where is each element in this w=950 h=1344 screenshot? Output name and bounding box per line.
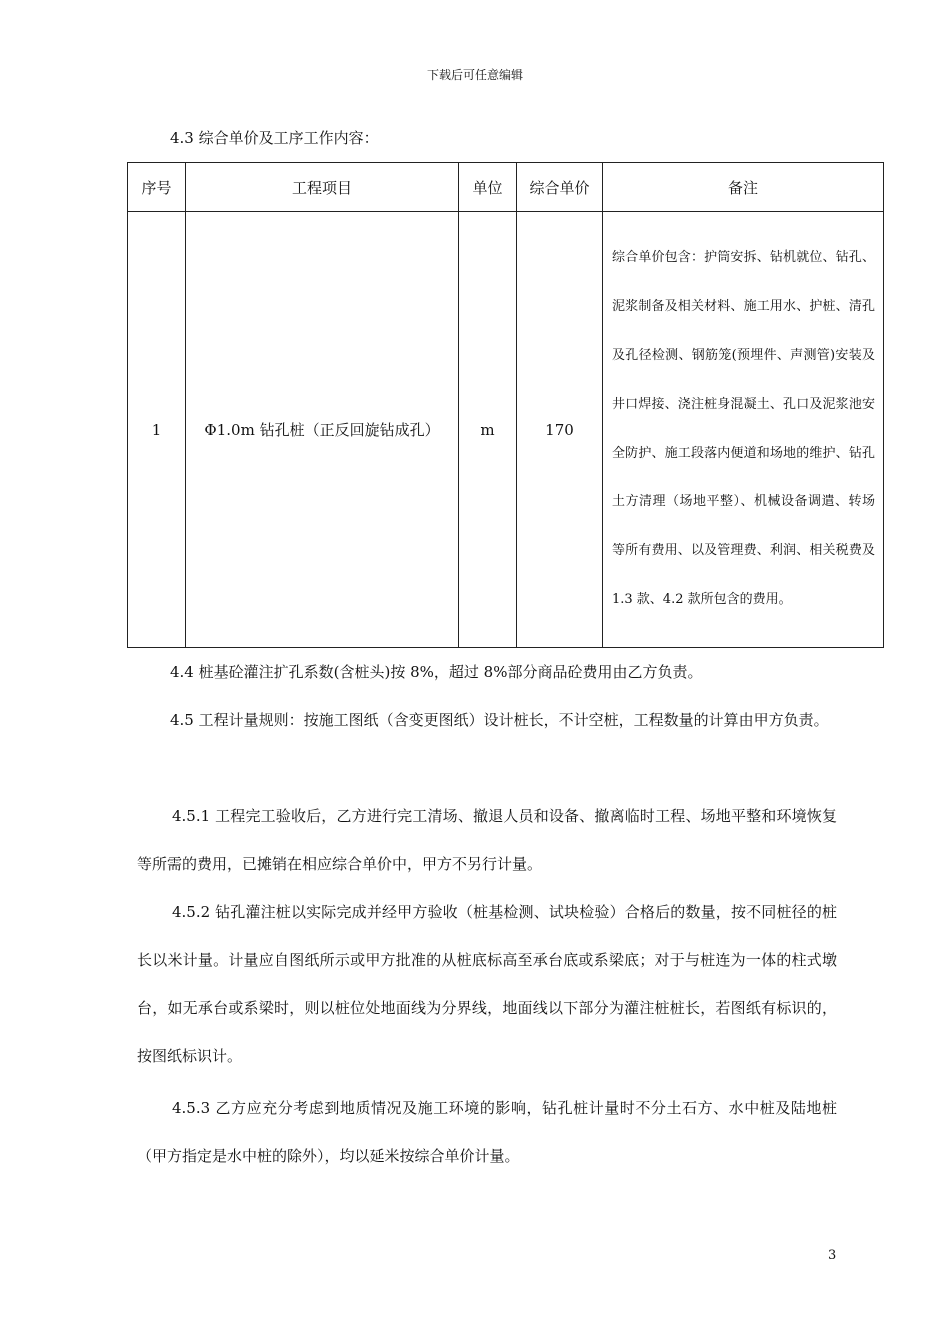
table-row	[128, 212, 884, 648]
page-number: 3	[828, 1248, 837, 1263]
header-index: 序号	[128, 163, 186, 212]
paragraph-4-5-2: 4.5.2 钻孔灌注桩以实际完成并经甲方验收（桩基检测、试块检验）合格后的数量，按不同桩径的桩长以米计量。计量应自图纸所示或甲方批准的从桩底标高至承台底或系梁底；对于与桩连为一体的柱式墩台，如无承台或系梁时，则以桩位处地面线为分界线，地面线以下部分为灌注桩桩长，若图纸有标识的，按图纸标识计。	[137, 903, 837, 1065]
cell-item: Φ1.0m 钻孔桩（正反回旋钻成孔）	[186, 212, 459, 648]
paragraph-4-5: 4.5 工程计量规则：按施工图纸（含变更图纸）设计桩长，不计空桩，工程数量的计算由甲方负责。	[170, 711, 829, 729]
cell-price: 170	[517, 212, 603, 648]
paragraph-4-4: 4.4 桩基砼灌注扩孔系数(含桩头)按 8%，超过 8%部分商品砼费用由乙方负责。	[170, 663, 703, 681]
header-item: 工程项目	[186, 163, 459, 212]
cell-index: 1	[128, 212, 186, 648]
cell-remark: 综合单价包含：护筒安拆、钻机就位、钻孔、泥浆制备及相关材料、施工用水、护桩、清孔及孔径检测、钢筋笼(预埋件、声测管)安装及井口焊接、浇注桩身混凝土、孔口及泥浆池安全防护、施工段落内便道和场地的维护、钻孔土方清理（场地平整）、机械设备调遣、转场等所有费用、以及管理费、利润、相关税费及 1.3 款、4.2 款所包含的费用。	[603, 212, 884, 648]
paragraph-4-5-1: 4.5.1 工程完工验收后，乙方进行完工清场、撤退人员和设备、撤离临时工程、场地平整和环境恢复等所需的费用，已摊销在相应综合单价中，甲方不另行计量。	[137, 807, 837, 873]
header-unit: 单位	[459, 163, 517, 212]
paragraph-4-5-3: 4.5.3 乙方应充分考虑到地质情况及施工环境的影响，钻孔桩计量时不分土石方、水中桩及陆地桩（甲方指定是水中桩的除外），均以延米按综合单价计量。	[137, 1099, 837, 1165]
unit-price-table	[127, 162, 884, 648]
section-title: 4.3 综合单价及工序工作内容：	[170, 129, 379, 147]
header-remark: 备注	[603, 163, 884, 212]
header-price: 综合单价	[517, 163, 603, 212]
page-header: 下载后可任意编辑	[426, 68, 523, 82]
table-header-row	[128, 163, 884, 212]
cell-unit: m	[459, 212, 517, 648]
